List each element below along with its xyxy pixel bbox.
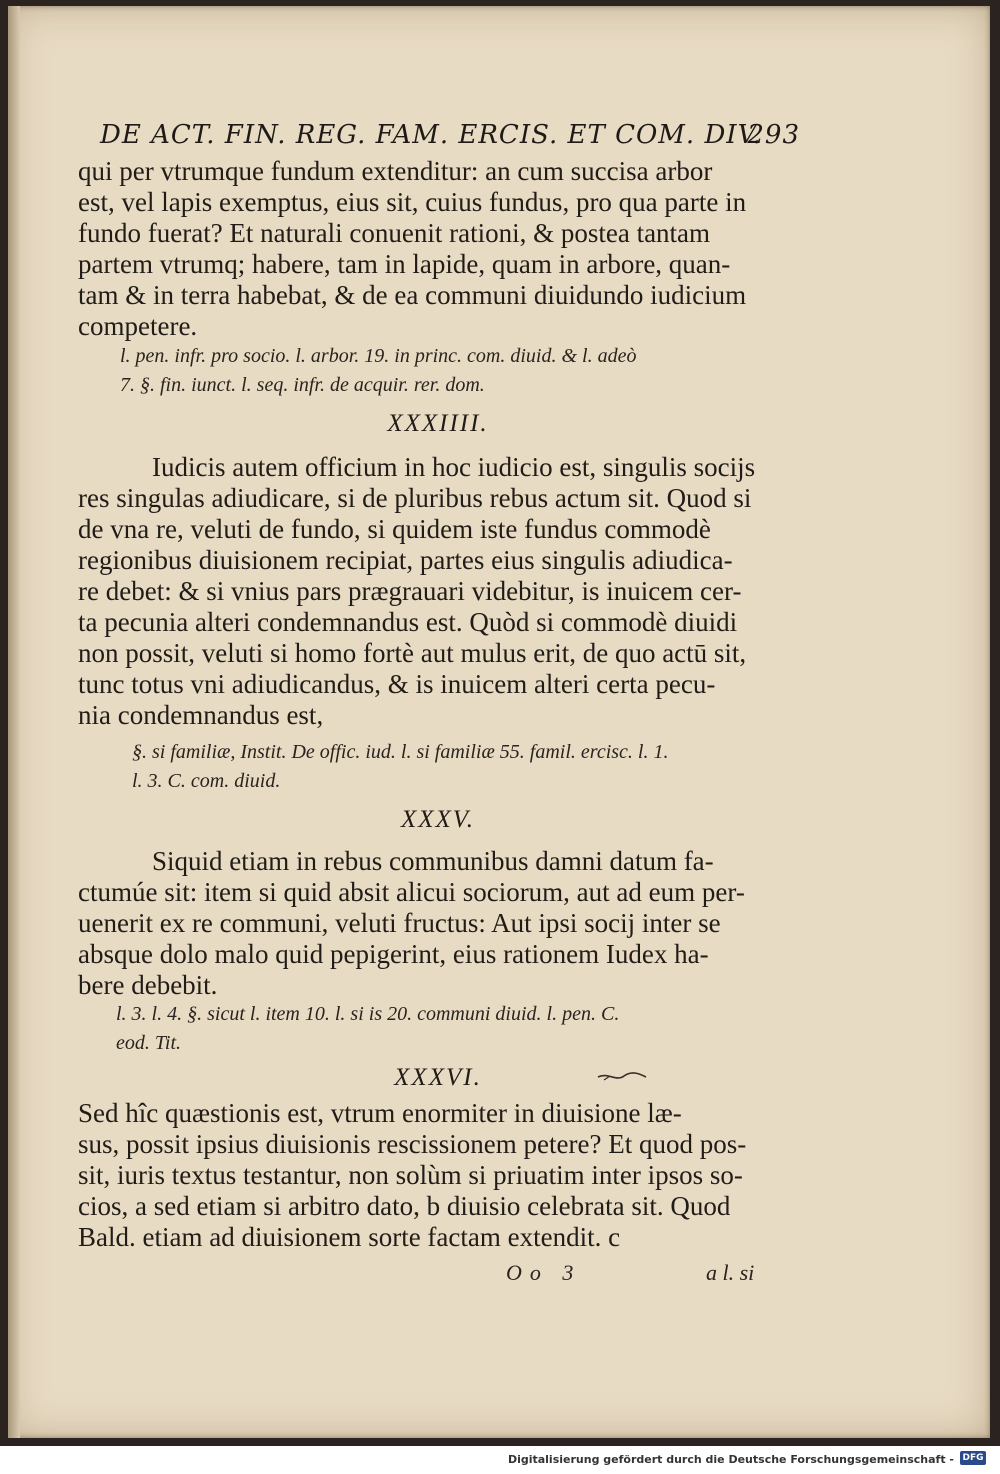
text-line: ta pecunia alteri condemnandus est. Quòd si commodè diuidi <box>78 607 738 637</box>
book-page <box>8 6 990 1438</box>
citation-line: l. pen. infr. pro socio. l. arbor. 19. in princ. com. diuid. & l. adeò <box>120 345 637 367</box>
citation-line: l. 3. l. 4. §. sicut l. item 10. l. si is 20. communi diuid. l. pen. C. <box>116 1003 620 1025</box>
citation-line: 7. §. fin. iunct. l. seq. infr. de acquir. rer. dom. <box>120 374 485 396</box>
text-line: tam & in terra habebat, & de ea communi diuidundo iudicium <box>78 280 747 310</box>
text-line: sus, possit ipsius diuisionis rescissionem petere? Et quod pos- <box>78 1129 747 1159</box>
text-line: nia condemnandus est, <box>78 700 324 730</box>
text-line: competere. <box>78 311 198 341</box>
running-header <box>100 120 800 150</box>
text-line: regionibus diuisionem recipiat, partes eius singulis adiudica- <box>78 545 733 575</box>
text-line: fundo fuerat? Et naturali conuenit rationi, & postea tantam <box>78 218 711 248</box>
page-gutter-shadow <box>8 6 20 1438</box>
citation-line: l. 3. C. com. diuid. <box>132 770 281 792</box>
text-line: ctumúe sit: item si quid absit alicui sociorum, aut ad eum per- <box>78 877 745 907</box>
text-line: Sed hîc quæstionis est, vtrum enormiter in diuisione læ- <box>78 1098 682 1128</box>
text-line: qui per vtrumque fundum extenditur: an cum succisa arbor <box>78 156 713 186</box>
text-line: cios, a sed etiam si arbitro dato, b diuisio celebrata sit. Quod <box>78 1191 731 1221</box>
signature-mark: Oo 3 <box>506 1260 582 1285</box>
section-number: XXXIIII. <box>387 410 489 437</box>
text-line: res singulas adiudicare, si de pluribus rebus actum sit. Quod si <box>78 483 752 513</box>
legal-citation <box>120 342 820 400</box>
text-line: est, vel lapis exemptus, eius sit, cuius fundus, pro qua parte in <box>78 187 747 217</box>
text-line: partem vtrumq; habere, tam in lapide, quam in arbore, quan- <box>78 249 731 279</box>
paragraph-xxxv <box>78 846 798 1001</box>
text-line: de vna re, veluti de fundo, si quidem iste fundus commodè <box>78 514 711 544</box>
paragraph-xxxvi <box>78 1098 798 1253</box>
digitization-credit: Digitalisierung gefördert durch die Deutsche Forschungsgemeinschaft - <box>507 1453 954 1466</box>
page-number: 293 <box>747 120 800 150</box>
citation-line: eod. Tit. <box>116 1032 182 1054</box>
text-line: non possit, veluti si homo fortè aut mulus erit, de quo actū sit, <box>78 638 747 668</box>
ornament-flourish-icon <box>596 1068 648 1084</box>
section-number: XXXVI. <box>394 1064 482 1091</box>
text-line: absque dolo malo quid pepigerint, eius rationem Iudex ha- <box>78 939 709 969</box>
running-title: DE ACT. FIN. REG. FAM. ERCIS. ET COM. DIV. <box>100 120 763 150</box>
text-line: uenerit ex re communi, veluti fructus: Aut ipsi socij inter se <box>78 908 721 938</box>
text-line: tunc totus vni adiudicandus, & is inuicem alteri certa pecu- <box>78 669 716 699</box>
catchword: a l. si <box>706 1260 755 1285</box>
legal-citation <box>116 1000 816 1058</box>
text-line: Siquid etiam in rebus communibus damni datum fa- <box>152 846 714 876</box>
text-line: sit, iuris textus testantur, non solùm si priuatim inter ipsos so- <box>78 1160 743 1190</box>
legal-citation <box>132 738 832 796</box>
text-line: bere debebit. <box>78 970 218 1000</box>
dfg-logo: DFG <box>960 1451 986 1465</box>
paragraph-xxxiiii <box>78 452 798 731</box>
text-line: re debet: & si vnius pars prægrauari videbitur, is inuicem cer- <box>78 576 742 606</box>
text-line: Iudicis autem officium in hoc iudicio est, singulis socijs <box>152 452 756 482</box>
citation-line: §. si familiæ, Instit. De offic. iud. l. si familiæ 55. famil. ercisc. l. 1. <box>132 741 669 763</box>
section-number: XXXV. <box>400 806 476 833</box>
paragraph-continuation <box>78 156 798 342</box>
text-line: Bald. etiam ad diuisionem sorte factam extendit. c <box>78 1222 621 1252</box>
